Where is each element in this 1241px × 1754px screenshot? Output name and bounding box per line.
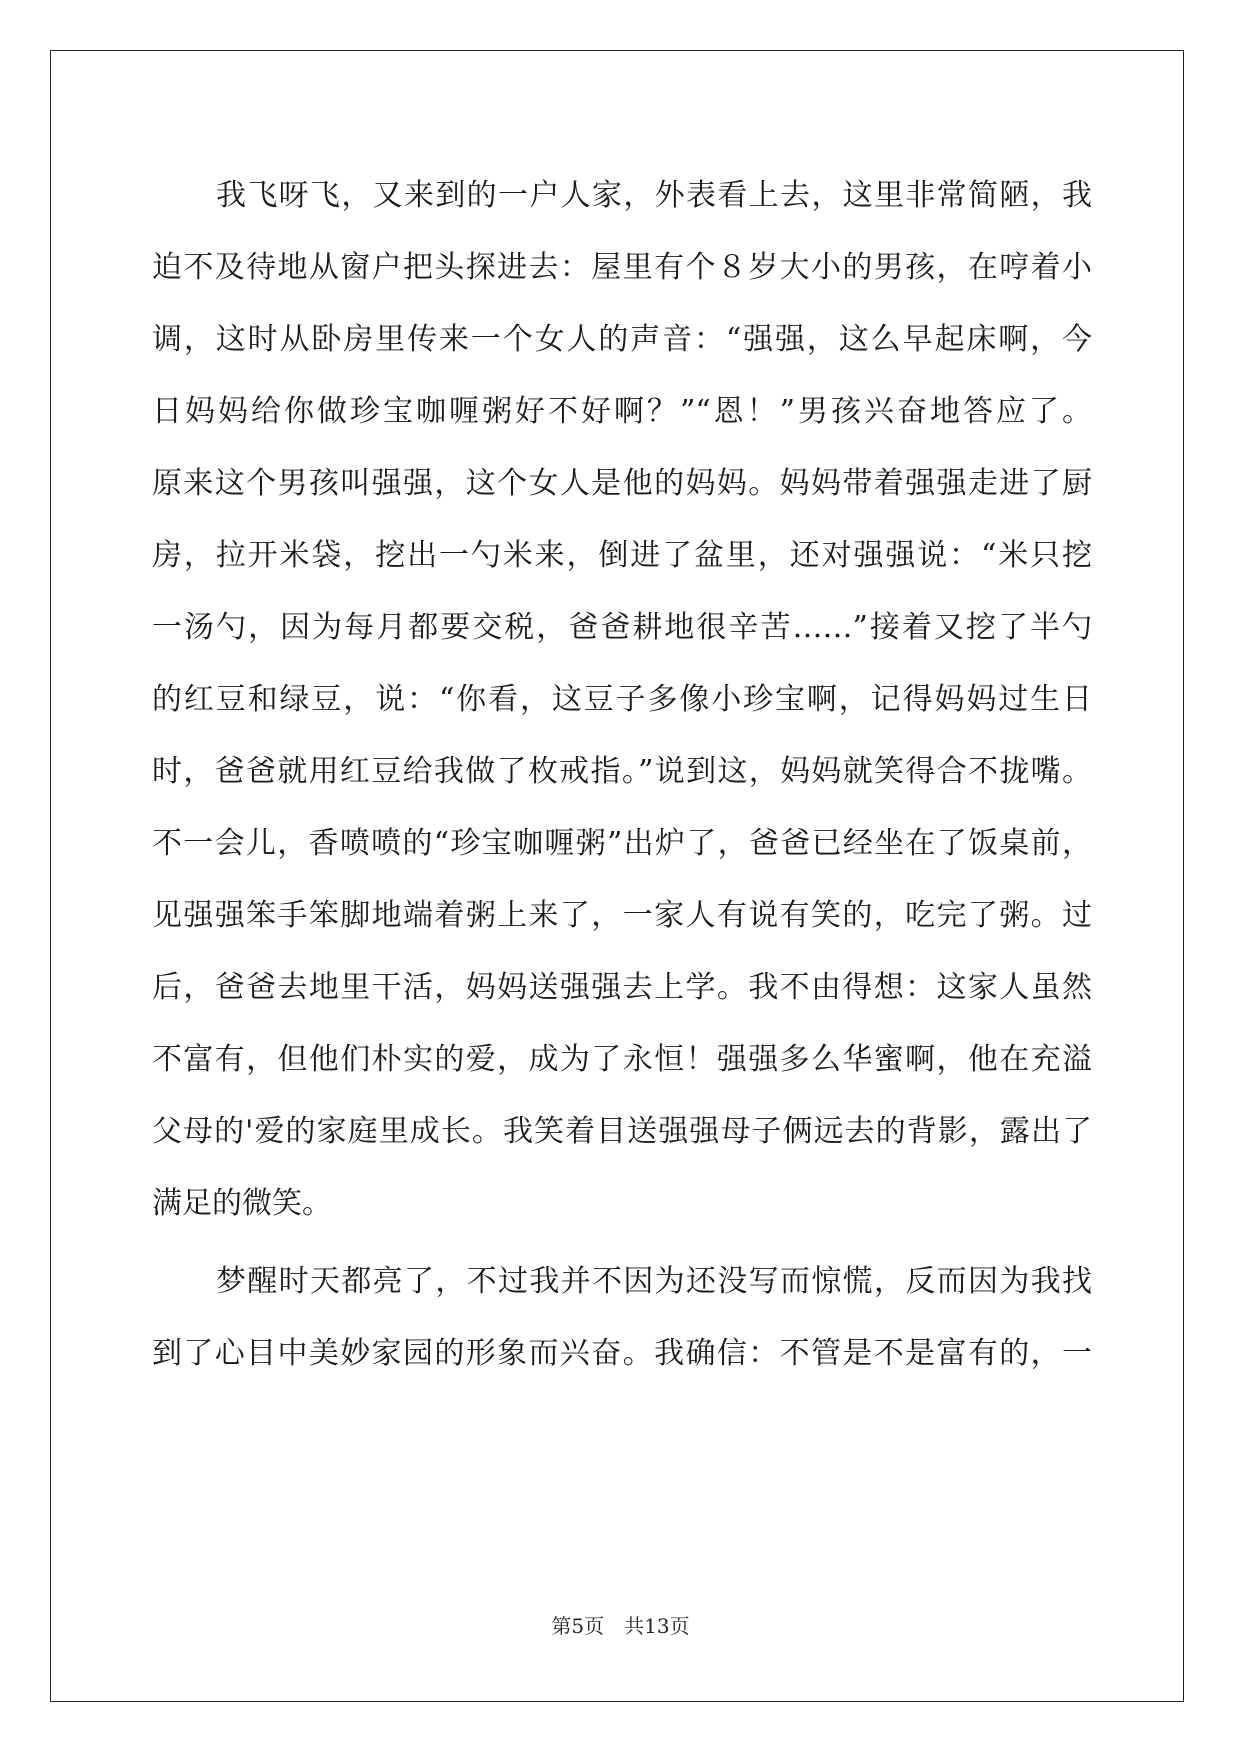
paragraph-1-line-15: 满足的微笑。: [152, 1186, 332, 1221]
paragraph-1-line-9: 时，爸爸就用红豆给我做了枚戒指。”说到这，妈妈就笑得合不拢嘴。: [152, 754, 1092, 789]
paragraph-1-line-10: 不一会儿，香喷喷的“珍宝咖喱粥”出炉了，爸爸已经坐在了饭桌前，: [152, 826, 1092, 861]
paragraph-1-line-11: 见强强笨手笨脚地端着粥上来了，一家人有说有笑的，吃完了粥。过: [152, 898, 1092, 933]
paragraph-1-line-4: 日妈妈给你做珍宝咖喱粥好不好啊？”“恩！”男孩兴奋地答应了。: [152, 394, 1092, 429]
paragraph-2-line-1: 梦醒时天都亮了，不过我并不因为还没写而惊慌，反而因为我找: [216, 1264, 1092, 1299]
paragraph-1-line-6: 房，拉开米袋，挖出一勺米来，倒进了盆里，还对强强说：“米只挖: [152, 538, 1092, 573]
paragraph-1-line-7: 一汤勺，因为每月都要交税，爸爸耕地很辛苦……”接着又挖了半勺: [152, 610, 1092, 645]
paragraph-1-line-1: 我飞呀飞，又来到的一户人家，外表看上去，这里非常简陋，我: [216, 178, 1092, 213]
paragraph-1-line-5: 原来这个男孩叫强强，这个女人是他的妈妈。妈妈带着强强走进了厨: [152, 466, 1092, 501]
paragraph-1-line-14: 父母的'爱的家庭里成长。我笑着目送强强母子俩远去的背影，露出了: [152, 1114, 1092, 1149]
paragraph-1-line-3: 调，这时从卧房里传来一个女人的声音：“强强，这么早起床啊，今: [152, 322, 1092, 357]
page-footer: [0, 1610, 1241, 1639]
page-number: 第5页: [551, 1614, 605, 1638]
paragraph-1-line-12: 后，爸爸去地里干活，妈妈送强强去上学。我不由得想：这家人虽然: [152, 970, 1092, 1005]
paragraph-1-line-13: 不富有，但他们朴实的爱，成为了永恒！强强多么华蜜啊，他在充溢: [152, 1042, 1092, 1077]
paragraph-2-line-2: 到了心目中美妙家园的形象而兴奋。我确信：不管是不是富有的，一: [152, 1336, 1092, 1371]
paragraph-1-line-2: 迫不及待地从窗户把头探进去：屋里有个８岁大小的男孩，在哼着小: [152, 250, 1092, 285]
paragraph-1-line-8: 的红豆和绿豆，说：“你看，这豆子多像小珍宝啊，记得妈妈过生日: [152, 682, 1092, 717]
page-total: 共13页: [624, 1614, 690, 1638]
